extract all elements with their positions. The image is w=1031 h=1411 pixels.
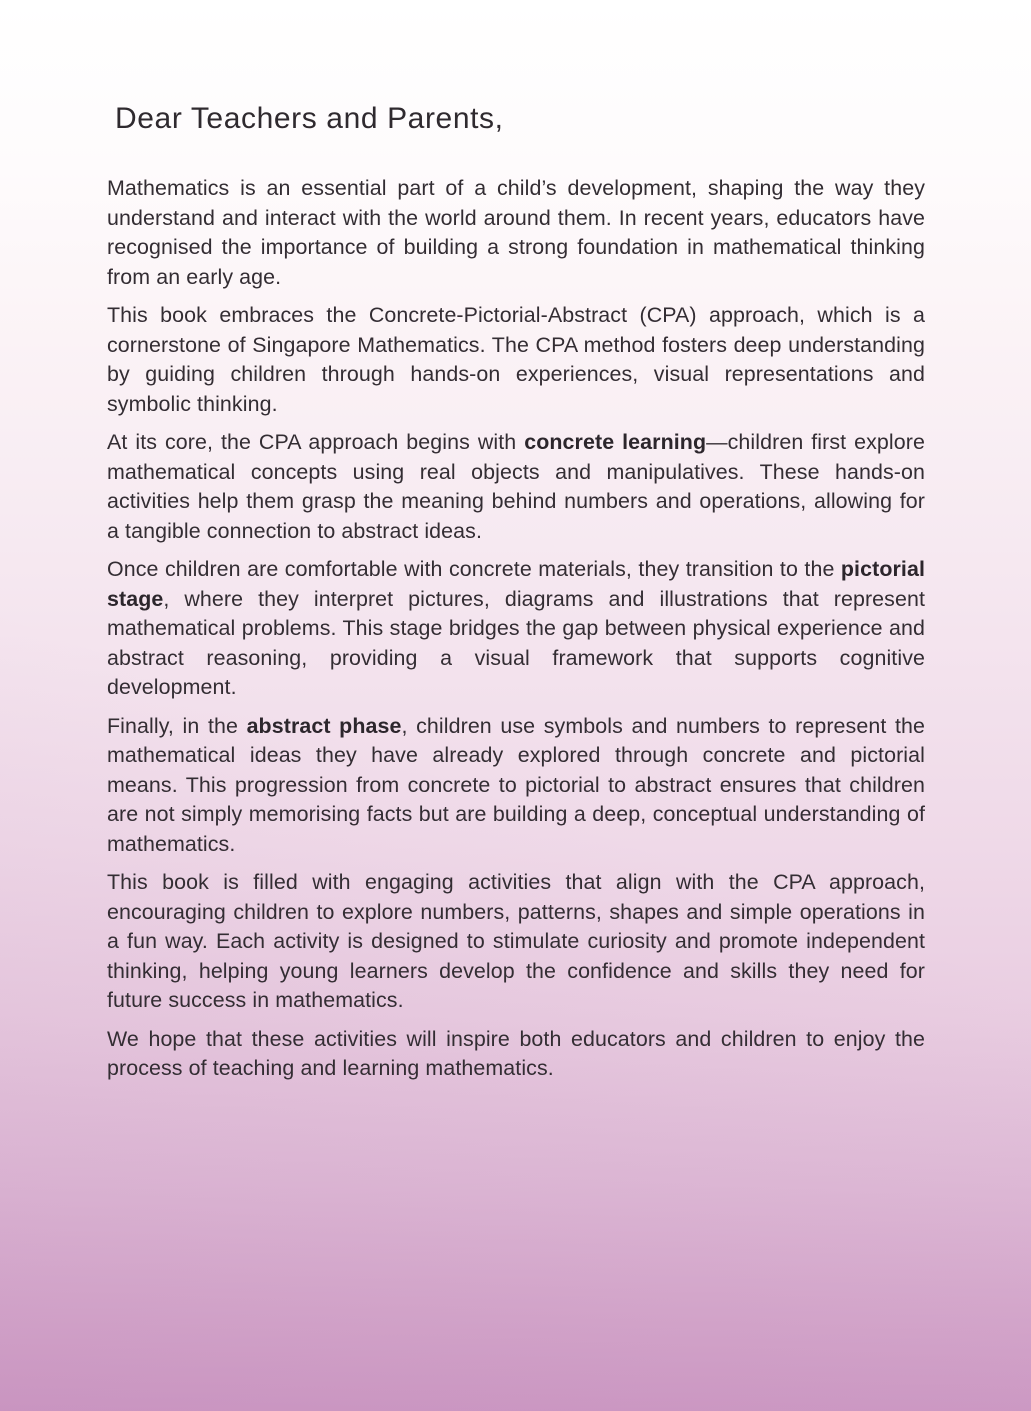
text-segment: Finally, in the xyxy=(107,713,247,738)
text-segment: , where they interpret pictures, diagrams and illustrations that represent mathematical problems. This stage bridges the gap between physical experience and abstract reasoning, providing a visual framework that supports cognitive development. xyxy=(107,586,925,699)
paragraph xyxy=(107,301,925,419)
bold-phrase: pictorial stage xyxy=(107,557,925,611)
text-segment: We hope that these activities will inspire both educators and children to enjoy the process of teaching and learning mathematics. xyxy=(107,1026,925,1080)
paragraph xyxy=(107,555,925,703)
paragraph xyxy=(107,868,925,1016)
paragraph xyxy=(107,712,925,860)
letter-heading: Dear Teachers and Parents, xyxy=(115,102,504,135)
bold-phrase: concrete learning xyxy=(524,430,707,454)
paragraph xyxy=(107,428,925,546)
text-segment: , children use symbols and numbers to represent the mathematical ideas they have already explored through concrete and pictorial means. This progression from concrete to pictorial to abstract ensures that children are not simply memorising facts but are building a deep, conceptual understanding of mathematics. xyxy=(107,713,925,856)
text-segment: This book embraces the Concrete-Pictorial-Abstract (CPA) approach, which is a cornerstone of Singapore Mathematics. The CPA method fosters deep understanding by guiding children through hands-on experiences, visual representations and symbolic thinking. xyxy=(107,303,925,416)
text-segment: This book is filled with engaging activities that align with the CPA approach, encouraging children to explore numbers, patterns, shapes and simple operations in a fun way. Each activity is designed to stimulate curiosity and promote independent thinking, helping young learners develop the confidence and skills they need for future success in mathematics. xyxy=(107,870,925,1012)
bold-phrase: abstract phase xyxy=(246,713,402,738)
letter-body xyxy=(107,174,925,1093)
text-segment: Mathematics is an essential part of a child’s development, shaping the way they understand and interact with the world around them. In recent years, educators have recognised the importance of building a strong foundation in mathematical thinking from an early age. xyxy=(107,176,925,289)
text-segment: —children first explore mathematical concepts using real objects and manipulatives. These hands-on activities help them grasp the meaning behind numbers and operations, allowing for a tangible connection to abstract ideas. xyxy=(107,430,925,543)
paragraph xyxy=(107,174,925,292)
text-segment: Once children are comfortable with concrete materials, they transition to the xyxy=(107,557,841,581)
paragraph xyxy=(107,1025,925,1084)
text-segment: At its core, the CPA approach begins with xyxy=(107,430,525,454)
